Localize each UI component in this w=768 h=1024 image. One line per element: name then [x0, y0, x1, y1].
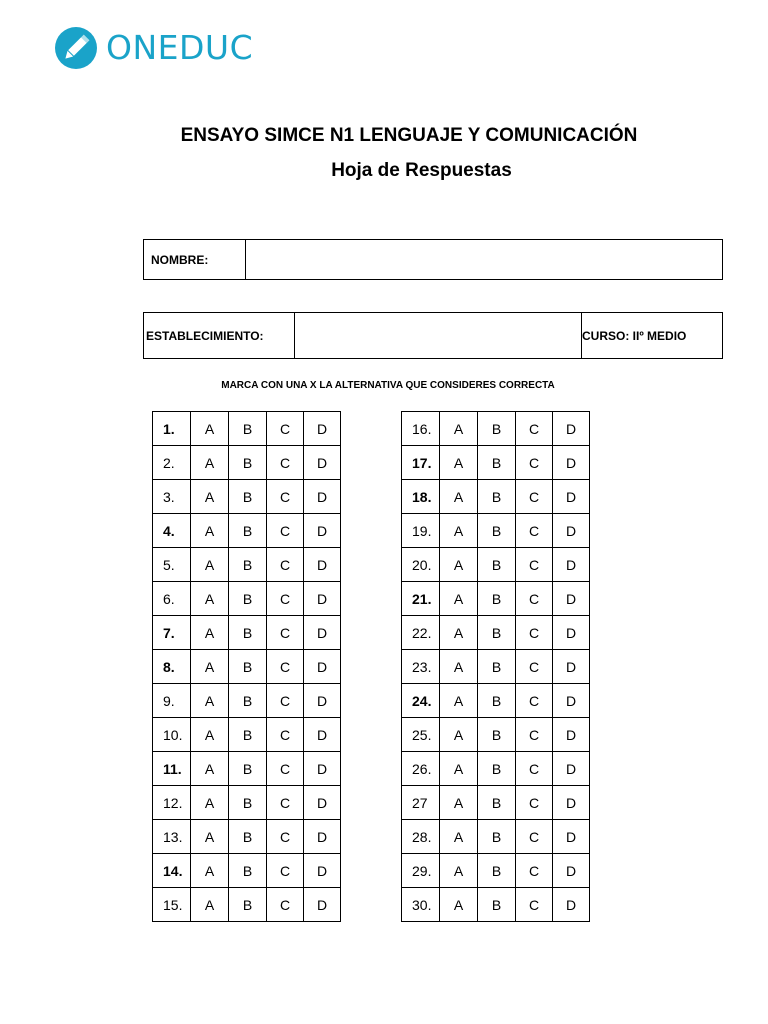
option-d-cell[interactable]: D	[553, 446, 590, 480]
option-b-cell[interactable]: B	[229, 718, 267, 752]
option-b-cell[interactable]: B	[478, 650, 516, 684]
answer-row	[402, 820, 590, 854]
answer-row	[153, 446, 341, 480]
answer-row	[153, 820, 341, 854]
question-number: 10.	[153, 718, 191, 752]
option-b-cell[interactable]: B	[229, 820, 267, 854]
answer-row	[153, 752, 341, 786]
option-a-cell[interactable]: A	[191, 616, 229, 650]
option-a-cell[interactable]: A	[191, 446, 229, 480]
option-c-cell[interactable]: C	[516, 684, 553, 718]
option-d-cell[interactable]: D	[304, 582, 341, 616]
option-c-cell[interactable]: C	[267, 820, 304, 854]
option-b-cell[interactable]: B	[478, 718, 516, 752]
answer-row	[402, 888, 590, 922]
option-a-cell[interactable]: A	[440, 786, 478, 820]
question-number: 13.	[153, 820, 191, 854]
option-b-cell[interactable]: B	[229, 786, 267, 820]
option-d-cell[interactable]: D	[553, 718, 590, 752]
option-c-cell[interactable]: C	[267, 752, 304, 786]
question-number: 23.	[402, 650, 440, 684]
answer-row	[402, 582, 590, 616]
option-a-cell[interactable]: A	[191, 786, 229, 820]
pencil-circle-icon	[54, 26, 98, 70]
option-a-cell[interactable]: A	[440, 616, 478, 650]
name-field[interactable]	[246, 240, 722, 279]
question-number: 7.	[153, 616, 191, 650]
option-d-cell[interactable]: D	[553, 412, 590, 446]
option-b-cell[interactable]: B	[229, 888, 267, 922]
option-c-cell[interactable]: C	[516, 412, 553, 446]
option-c-cell[interactable]: C	[516, 786, 553, 820]
option-a-cell[interactable]: A	[440, 548, 478, 582]
option-d-cell[interactable]: D	[553, 786, 590, 820]
option-a-cell[interactable]: A	[440, 514, 478, 548]
option-c-cell[interactable]: C	[267, 514, 304, 548]
option-c-cell[interactable]: C	[267, 446, 304, 480]
option-d-cell[interactable]: D	[553, 650, 590, 684]
option-b-cell[interactable]: B	[229, 616, 267, 650]
name-row	[143, 239, 723, 280]
option-b-cell[interactable]: B	[478, 514, 516, 548]
answer-row	[402, 786, 590, 820]
option-d-cell[interactable]: D	[553, 514, 590, 548]
option-c-cell[interactable]: C	[267, 718, 304, 752]
option-b-cell[interactable]: B	[478, 854, 516, 888]
logo-text: ONEDUC	[106, 28, 254, 67]
option-a-cell[interactable]: A	[191, 854, 229, 888]
document-subtitle: Hoja de Respuestas	[331, 160, 512, 181]
option-c-cell[interactable]: C	[516, 582, 553, 616]
question-number: 4.	[153, 514, 191, 548]
answer-row	[402, 854, 590, 888]
answer-row	[402, 412, 590, 446]
option-b-cell[interactable]: B	[478, 820, 516, 854]
option-b-cell[interactable]: B	[229, 480, 267, 514]
option-d-cell[interactable]: D	[553, 480, 590, 514]
answer-row	[402, 650, 590, 684]
option-c-cell[interactable]: C	[267, 854, 304, 888]
option-d-cell[interactable]: D	[304, 514, 341, 548]
option-a-cell[interactable]: A	[191, 412, 229, 446]
option-a-cell[interactable]: A	[191, 718, 229, 752]
option-c-cell[interactable]: C	[516, 548, 553, 582]
option-d-cell[interactable]: D	[304, 718, 341, 752]
option-c-cell[interactable]: C	[267, 480, 304, 514]
option-c-cell[interactable]: C	[267, 548, 304, 582]
question-number: 16.	[402, 412, 440, 446]
option-a-cell[interactable]: A	[440, 582, 478, 616]
question-number: 18.	[402, 480, 440, 514]
instructions: MARCA CON UNA X LA ALTERNATIVA QUE CONSIDERES CORRECTA	[221, 380, 555, 391]
option-d-cell[interactable]: D	[553, 820, 590, 854]
option-b-cell[interactable]: B	[229, 514, 267, 548]
option-c-cell[interactable]: C	[516, 616, 553, 650]
option-b-cell[interactable]: B	[229, 548, 267, 582]
option-a-cell[interactable]: A	[440, 752, 478, 786]
answer-row	[153, 616, 341, 650]
option-b-cell[interactable]: B	[229, 412, 267, 446]
answer-row	[153, 412, 341, 446]
answer-table-right	[401, 411, 590, 922]
answer-row	[153, 888, 341, 922]
option-a-cell[interactable]: A	[440, 820, 478, 854]
answer-row	[153, 854, 341, 888]
option-c-cell[interactable]: C	[516, 888, 553, 922]
option-d-cell[interactable]: D	[304, 888, 341, 922]
option-b-cell[interactable]: B	[478, 582, 516, 616]
option-b-cell[interactable]: B	[478, 548, 516, 582]
option-a-cell[interactable]: A	[440, 480, 478, 514]
option-b-cell[interactable]: B	[229, 752, 267, 786]
option-c-cell[interactable]: C	[267, 412, 304, 446]
option-c-cell[interactable]: C	[267, 684, 304, 718]
answer-row	[402, 684, 590, 718]
course-label: CURSO: IIº MEDIO	[582, 328, 687, 343]
question-number: 9.	[153, 684, 191, 718]
option-c-cell[interactable]: C	[516, 752, 553, 786]
option-c-cell[interactable]: C	[267, 616, 304, 650]
option-b-cell[interactable]: B	[478, 480, 516, 514]
option-a-cell[interactable]: A	[440, 718, 478, 752]
answer-row	[402, 616, 590, 650]
option-a-cell[interactable]: A	[440, 854, 478, 888]
option-a-cell[interactable]: A	[440, 446, 478, 480]
option-a-cell[interactable]: A	[191, 888, 229, 922]
question-number: 12.	[153, 786, 191, 820]
answer-row	[402, 548, 590, 582]
option-d-cell[interactable]: D	[553, 888, 590, 922]
option-c-cell[interactable]: C	[267, 786, 304, 820]
question-number: 3.	[153, 480, 191, 514]
question-number: 27	[402, 786, 440, 820]
option-b-cell[interactable]: B	[478, 616, 516, 650]
option-c-cell[interactable]: C	[516, 820, 553, 854]
question-number: 17.	[402, 446, 440, 480]
option-c-cell[interactable]: C	[267, 582, 304, 616]
option-d-cell[interactable]: D	[304, 752, 341, 786]
option-d-cell[interactable]: D	[553, 582, 590, 616]
answer-row	[402, 752, 590, 786]
option-d-cell[interactable]: D	[553, 548, 590, 582]
question-number: 21.	[402, 582, 440, 616]
answer-row	[153, 582, 341, 616]
question-number: 14.	[153, 854, 191, 888]
answer-row	[153, 480, 341, 514]
option-d-cell[interactable]: D	[304, 446, 341, 480]
option-d-cell[interactable]: D	[304, 548, 341, 582]
option-a-cell[interactable]: A	[191, 752, 229, 786]
option-d-cell[interactable]: D	[304, 820, 341, 854]
option-d-cell[interactable]: D	[304, 616, 341, 650]
answer-row	[153, 514, 341, 548]
school-label: ESTABLECIMIENTO:	[144, 313, 295, 358]
school-field[interactable]	[295, 313, 582, 358]
question-number: 15.	[153, 888, 191, 922]
question-number: 5.	[153, 548, 191, 582]
option-d-cell[interactable]: D	[553, 684, 590, 718]
option-b-cell[interactable]: B	[229, 446, 267, 480]
oneduc-logo	[54, 26, 253, 70]
option-a-cell[interactable]: A	[440, 684, 478, 718]
answer-row	[402, 514, 590, 548]
school-row	[143, 312, 723, 359]
option-a-cell[interactable]: A	[191, 480, 229, 514]
answer-row	[153, 718, 341, 752]
option-d-cell[interactable]: D	[304, 684, 341, 718]
option-b-cell[interactable]: B	[229, 650, 267, 684]
option-c-cell[interactable]: C	[516, 514, 553, 548]
option-a-cell[interactable]: A	[191, 684, 229, 718]
option-a-cell[interactable]: A	[191, 514, 229, 548]
option-d-cell[interactable]: D	[304, 412, 341, 446]
option-c-cell[interactable]: C	[516, 480, 553, 514]
question-number: 26.	[402, 752, 440, 786]
option-b-cell[interactable]: B	[478, 684, 516, 718]
answer-row	[153, 786, 341, 820]
option-d-cell[interactable]: D	[553, 854, 590, 888]
option-d-cell[interactable]: D	[304, 650, 341, 684]
option-b-cell[interactable]: B	[478, 752, 516, 786]
option-a-cell[interactable]: A	[440, 888, 478, 922]
option-c-cell[interactable]: C	[516, 650, 553, 684]
question-number: 29.	[402, 854, 440, 888]
option-b-cell[interactable]: B	[478, 446, 516, 480]
question-number: 11.	[153, 752, 191, 786]
question-number: 24.	[402, 684, 440, 718]
option-c-cell[interactable]: C	[516, 854, 553, 888]
question-number: 2.	[153, 446, 191, 480]
answer-row	[153, 548, 341, 582]
question-number: 6.	[153, 582, 191, 616]
name-label: NOMBRE:	[144, 240, 246, 279]
document-title: ENSAYO SIMCE N1 LENGUAJE Y COMUNICACIÓN	[180, 125, 638, 146]
answer-row	[402, 446, 590, 480]
option-b-cell[interactable]: B	[478, 888, 516, 922]
option-a-cell[interactable]: A	[191, 650, 229, 684]
option-a-cell[interactable]: A	[191, 582, 229, 616]
option-d-cell[interactable]: D	[304, 786, 341, 820]
question-number: 19.	[402, 514, 440, 548]
option-a-cell[interactable]: A	[191, 548, 229, 582]
option-a-cell[interactable]: A	[191, 820, 229, 854]
option-b-cell[interactable]: B	[478, 412, 516, 446]
answer-row	[402, 480, 590, 514]
option-c-cell[interactable]: C	[516, 446, 553, 480]
option-a-cell[interactable]: A	[440, 650, 478, 684]
question-number: 8.	[153, 650, 191, 684]
option-c-cell[interactable]: C	[516, 718, 553, 752]
option-a-cell[interactable]: A	[440, 412, 478, 446]
answer-row	[153, 684, 341, 718]
option-b-cell[interactable]: B	[229, 854, 267, 888]
question-number: 20.	[402, 548, 440, 582]
question-number: 30.	[402, 888, 440, 922]
option-d-cell[interactable]: D	[553, 752, 590, 786]
option-d-cell[interactable]: D	[304, 854, 341, 888]
option-c-cell[interactable]: C	[267, 888, 304, 922]
question-number: 1.	[153, 412, 191, 446]
question-number: 25.	[402, 718, 440, 752]
option-b-cell[interactable]: B	[478, 786, 516, 820]
option-b-cell[interactable]: B	[229, 582, 267, 616]
option-c-cell[interactable]: C	[267, 650, 304, 684]
option-d-cell[interactable]: D	[304, 480, 341, 514]
option-b-cell[interactable]: B	[229, 684, 267, 718]
answer-table-left	[152, 411, 341, 922]
option-d-cell[interactable]: D	[553, 616, 590, 650]
question-number: 28.	[402, 820, 440, 854]
question-number: 22.	[402, 616, 440, 650]
answer-row	[402, 718, 590, 752]
answer-row	[153, 650, 341, 684]
